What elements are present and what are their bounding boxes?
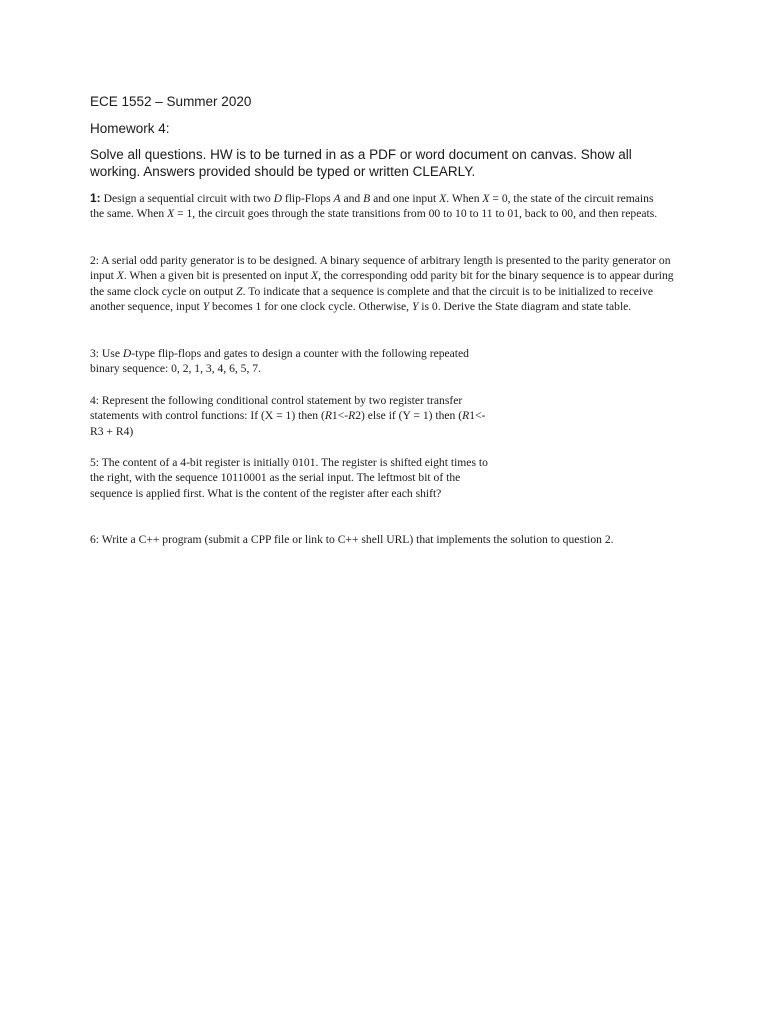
italic-variable: R <box>462 409 470 423</box>
italic-variable: Z <box>236 284 243 298</box>
question-text-run: . To indicate that a sequence is complete and that the circuit is to be initialized to receive another sequence, input <box>90 284 654 313</box>
question-text-run: The content of a 4-bit register is initially 0101. The register is shifted eight times to the right, with the sequence 10110001 as the serial input. The leftmost bit of the sequence is applied first. What is the content of the register after each shift? <box>90 456 488 500</box>
question-text-run: Design a sequential circuit with two <box>100 192 274 205</box>
question-text-run: and <box>340 192 364 205</box>
question-text-run: , the corresponding odd parity bit for the binary sequence is to appear during the same clock cycle on output <box>90 269 674 298</box>
question-text-run: Use <box>99 347 123 360</box>
question-3-text <box>90 347 469 375</box>
course-title: ECE 1552 – Summer 2020 <box>90 94 252 109</box>
question-3-label: 3: <box>90 347 100 360</box>
question-text-run: = 0, the state of the circuit remains the same. When <box>90 192 654 221</box>
question-text-run: and one input <box>370 192 440 205</box>
italic-variable: Y <box>411 299 419 313</box>
italic-variable: X <box>167 207 175 221</box>
question-5 <box>90 455 490 501</box>
question-text-run: . When <box>446 192 483 205</box>
question-4-text <box>90 394 485 438</box>
italic-variable: X <box>439 192 447 205</box>
italic-variable: A <box>333 192 341 205</box>
italic-variable: D <box>122 347 132 360</box>
instructions-paragraph: Solve all questions. HW is to be turned in as a PDF or word document on canvas. Show all working. Answers provided should be typed or written CLEARLY. <box>90 147 632 179</box>
italic-variable: X <box>116 269 124 283</box>
question-text-run: A serial odd parity generator is to be designed. A binary sequence of arbitrary length is presented to the parity generator on input <box>90 254 671 283</box>
question-5-label: 5: <box>90 456 100 469</box>
italic-variable: R <box>324 409 332 423</box>
question-1 <box>90 191 670 222</box>
question-text-run: . When a given bit is presented on input <box>123 269 312 283</box>
question-5-text <box>90 456 488 500</box>
question-1-label: 1: <box>90 191 101 205</box>
question-text-run: 1<- <box>331 409 349 423</box>
question-text-run: Represent the following conditional control statement by two register transfer statements with control functions: If (X = 1) then ( <box>90 394 463 423</box>
question-text-run: flip-Flops <box>281 192 334 205</box>
italic-variable: X <box>482 192 490 205</box>
question-6-label: 6: <box>90 533 100 546</box>
homework-title: Homework 4: <box>90 121 170 136</box>
question-text-run: Write a C++ program (submit a CPP file or link to C++ shell URL) that implements the solution to question 2. <box>99 533 614 546</box>
question-4-label: 4: <box>90 394 100 407</box>
italic-variable: B <box>363 192 371 205</box>
question-text-run: 1<-R3 + R4) <box>90 409 486 438</box>
question-4 <box>90 393 490 439</box>
question-text-run: 2) else if (Y = 1) then ( <box>355 409 463 423</box>
question-text-run: = 1, the circuit goes through the state transitions from 00 to 10 to 11 to 01, back to 00, and then repeats. <box>174 207 658 221</box>
question-6 <box>90 532 690 547</box>
question-text-run: becomes 1 for one clock cycle. Otherwise, <box>209 299 412 313</box>
question-3 <box>90 346 490 377</box>
italic-variable: X <box>311 269 319 283</box>
italic-variable: R <box>348 409 356 423</box>
question-text-run: is 0. Derive the State diagram and state table. <box>418 299 632 313</box>
question-2 <box>90 253 680 314</box>
question-2-label: 2: <box>90 254 100 267</box>
question-1-text <box>90 192 657 220</box>
italic-variable: D <box>273 192 282 205</box>
question-text-run: -type flip-flops and gates to design a counter with the following repeated binary sequence: 0, 2, 1, 3, 4, 6, 5, 7. <box>90 347 469 376</box>
question-2-text <box>90 254 674 313</box>
italic-variable: Y <box>202 299 210 313</box>
question-6-text <box>99 533 614 546</box>
